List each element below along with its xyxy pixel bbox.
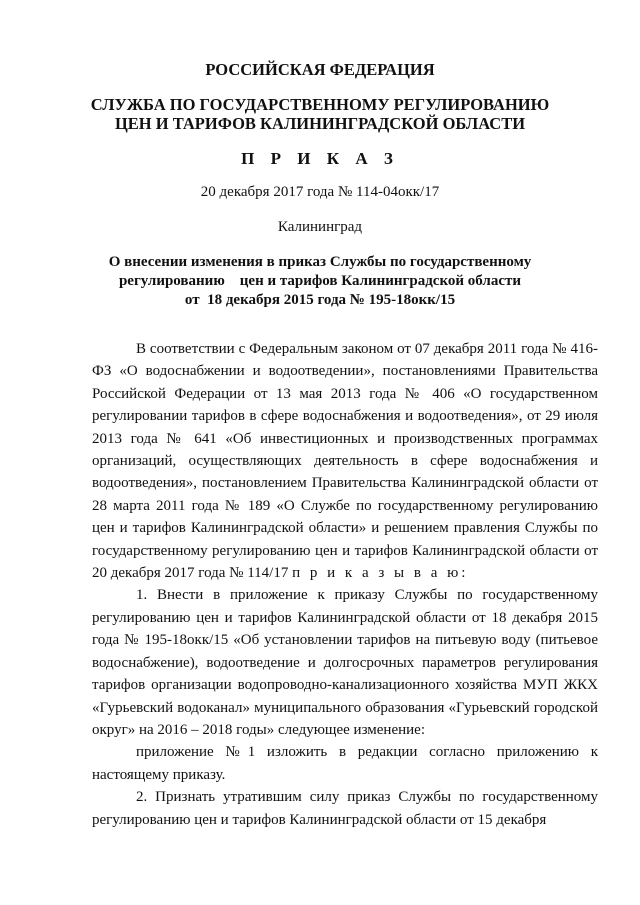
preamble-paragraph: [92, 338, 598, 584]
prikazyvayu-word: п р и к а з ы в а ю:: [292, 565, 469, 582]
document-type-heading: П Р И К А З: [241, 149, 399, 168]
subject-line1: О внесении изменения в приказ Службы по государственному: [108, 254, 532, 270]
service-name-line2: ЦЕН И ТАРИФОВ КАЛИНИНГРАДСКОЙ ОБЛАСТИ: [114, 114, 526, 133]
federation-heading: РОССИЙСКАЯ ФЕДЕРАЦИЯ: [205, 60, 435, 79]
document-city: Калининград: [277, 219, 363, 235]
preamble-text: В соответствии с Федеральным законом от 07 декабря 2011 года № 416-ФЗ «О водоснабжении и водоотведении», постановлениями Правительства Российской Федерации от 13 мая 2013 года № 406 «О государственном регулировании тарифов в сфере водоснабжения и водоотведения», от 29 июля 2013 года № 641 «Об инвестиционных и производственных программах организаций, осуществляющих деятельность в сфере водоснабжения и водоотведения», постановлением Правительства Калининградской области от 28 марта 2011 года № 189 «О Службе по государственному регулированию цен и тарифов Калининградской области» и решением правления Службы по государственному регулированию цен и тарифов Калининградской области от 20 декабря 2017 года № 114/17: [92, 341, 598, 582]
document-subject: [0, 253, 640, 310]
item-1-paragraph: 1. Внести в приложение к приказу Службы по государственному регулированию цен и тарифов Калининградской области от 18 декабря 2015 года № 195-18окк/15 «Об установлении тарифов на питьевую воду (питьевое водоснабжение), водоотведение и долгосрочных параметров регулирования тарифов организации водопроводно-канализационного хозяйства МУП ЖКХ «Гурьевский водоканал» муниципального образования «Гурьевский городской округ» на 2016 – 2018 годы» следующее изменение:: [92, 587, 598, 738]
subject-line2: регулированию цен и тарифов Калининградской области: [118, 273, 522, 289]
service-name-line1: СЛУЖБА ПО ГОСУДАРСТВЕННОМУ РЕГУЛИРОВАНИЮ: [90, 95, 550, 114]
item-1-change-paragraph: приложение №1 изложить в редакции согласно приложению к настоящему приказу.: [92, 744, 598, 783]
subject-line3: от 18 декабря 2015 года № 195-18окк/15: [184, 292, 456, 308]
item-2-paragraph: 2. Признать утратившим силу приказ Службы по государственному регулированию цен и тарифов Калининградской области от 15 декабря: [92, 789, 598, 828]
document-body: [92, 338, 598, 831]
document-date-number: 20 декабря 2017 года № 114-04окк/17: [200, 184, 440, 200]
